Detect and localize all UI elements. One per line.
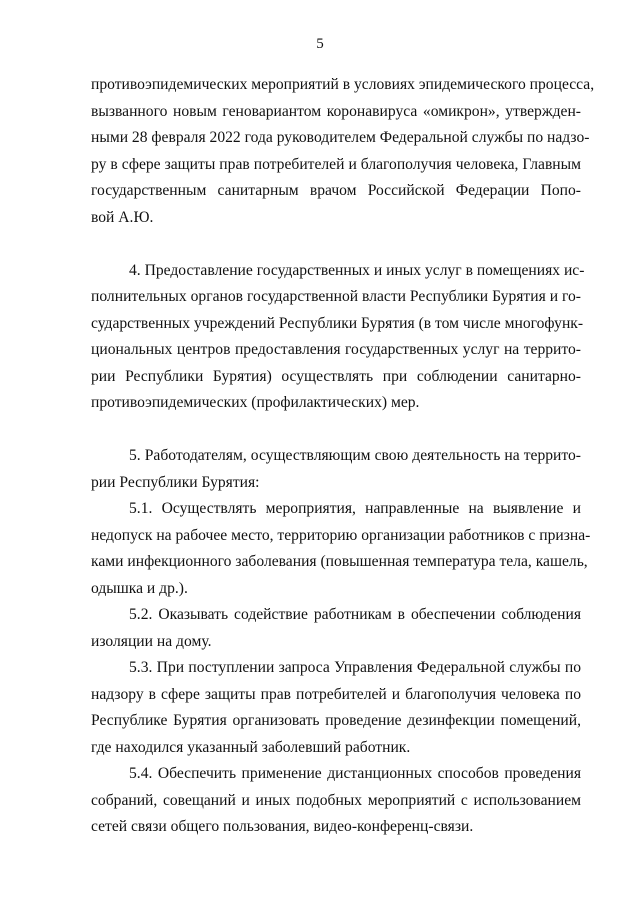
page-number: 5 — [316, 36, 324, 52]
paragraph-item-5-2 — [91, 602, 581, 655]
text-line: где находился указанный заболевший работник. — [91, 738, 411, 756]
text-line: вызванного новым геновариантом коронавируса «омикрон», утвержден- — [91, 102, 581, 120]
text-line: противоэпидемических мероприятий в условиях эпидемического процесса, — [91, 76, 595, 93]
paragraph-item-5-1 — [91, 496, 591, 602]
text-line: собраний, совещаний и иных подобных мероприятий с использованием — [91, 791, 581, 809]
text-line: государственным санитарным врачом Российской Федерации Попо- — [91, 182, 581, 199]
paragraph-gap — [91, 417, 581, 444]
text-line: рии Республики Бурятия: — [91, 473, 260, 491]
text-line: одышка и др.). — [91, 579, 188, 597]
document-body — [91, 72, 595, 841]
text-line: противоэпидемических (профилактических) мер. — [91, 394, 420, 411]
text-line: циональных центров предоставления государственных услуг на террито- — [91, 341, 581, 358]
text-line: сетей связи общего пользования, видео-конференц-связи. — [91, 818, 474, 835]
text-line: 5. Работодателям, осуществляющим свою деятельность на террито- — [129, 447, 581, 464]
text-line: ными 28 февраля 2022 года руководителем Федеральной службы по надзо- — [91, 129, 590, 146]
paragraph-gap — [91, 231, 581, 258]
text-line: 5.2. Оказывать содействие работникам в обеспечении соблюдения — [129, 606, 581, 623]
text-line: изоляции на дому. — [91, 632, 212, 650]
text-line: ками инфекционного заболевания (повышенная температура тела, кашель, — [91, 553, 588, 570]
text-line: 5.4. Обеспечить применение дистанционных способов проведения — [129, 765, 581, 782]
text-line: рии Республики Бурятия) осуществлять при соблюдении санитарно- — [91, 367, 581, 385]
paragraph-item-5-4 — [91, 761, 581, 841]
paragraph-item-5 — [91, 443, 581, 496]
text-line: Республике Бурятия организовать проведение дезинфекции помещений, — [91, 712, 581, 729]
paragraph-item-4 — [91, 258, 585, 417]
text-line: сударственных учреждений Республики Бурятия (в том числе многофунк- — [91, 314, 584, 332]
text-line: 5.3. При поступлении запроса Управления Федеральной службы по — [129, 659, 581, 676]
text-line: вой А.Ю. — [91, 208, 154, 226]
text-line: 5.1. Осуществлять мероприятия, направленные на выявление и — [129, 500, 581, 517]
text-line: 4. Предоставление государственных и иных услуг в помещениях ис- — [129, 261, 585, 279]
text-line: надзору в сфере защиты прав потребителей и благополучия человека по — [91, 685, 581, 703]
text-line: полнительных органов государственной власти Республики Бурятия и го- — [91, 288, 581, 305]
text-line: ру в сфере защиты прав потребителей и благополучия человека, Главным — [91, 155, 581, 173]
text-line: недопуск на рабочее место, территорию организации работников с призна- — [91, 526, 591, 544]
paragraph-item-5-3 — [91, 655, 581, 761]
paragraph-continuation — [91, 72, 595, 231]
